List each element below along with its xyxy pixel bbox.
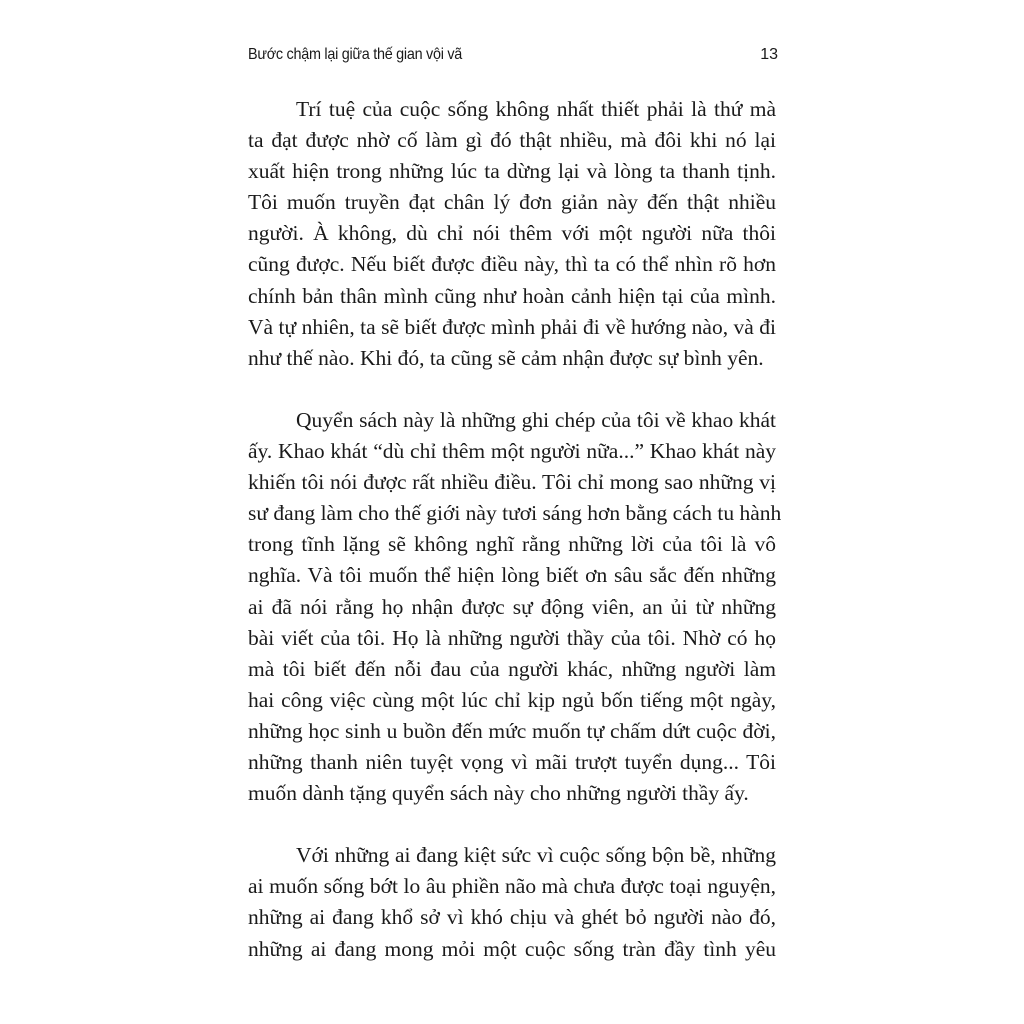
text-line: cũng được. Nếu biết được điều này, thì ta có thể nhìn rõ hơn — [248, 252, 776, 277]
text-line: hai công việc cùng một lúc chỉ kịp ngủ bốn tiếng một ngày, — [248, 687, 776, 712]
text-line: bài viết của tôi. Họ là những người thầy của tôi. Nhờ có họ — [248, 625, 776, 650]
text-line: những ai đang khổ sở vì khó chịu và ghét bỏ người nào đó, — [248, 905, 776, 930]
text-line: xuất hiện trong những lúc ta dừng lại và lòng ta thanh tịnh. — [248, 159, 776, 184]
text-line: những học sinh u buồn đến mức muốn tự chấm dứt cuộc đời, — [248, 718, 776, 743]
paragraph — [248, 94, 776, 374]
paragraph — [248, 405, 782, 809]
text-line: ấy. Khao khát “dù chỉ thêm một người nữa...” Khao khát này — [248, 439, 776, 464]
text-line: Quyển sách này là những ghi chép của tôi về khao khát — [296, 407, 776, 432]
text-line: mà tôi biết đến nỗi đau của người khác, những người làm — [248, 656, 776, 681]
text-line: Với những ai đang kiệt sức vì cuộc sống bộn bề, những — [296, 843, 776, 868]
text-line: ta đạt được nhờ cố làm gì đó thật nhiều, mà đôi khi nó lại — [248, 128, 776, 153]
page-body — [248, 94, 782, 996]
text-line: nghĩa. Và tôi muốn thể hiện lòng biết ơn sâu sắc đến những — [248, 563, 776, 588]
page-number: 13 — [760, 46, 778, 63]
text-line: muốn dành tặng quyển sách này cho những người thầy ấy. — [248, 781, 749, 806]
text-line: những thanh niên tuyệt vọng vì mãi trượt tuyển dụng... Tôi — [248, 749, 776, 774]
text-line: trong tĩnh lặng sẽ không nghĩ rằng những lời của tôi là vô — [248, 532, 776, 557]
text-line: ai muốn sống bớt lo âu phiền não mà chưa được toại nguyện, — [248, 874, 776, 899]
text-line: như thế nào. Khi đó, ta cũng sẽ cảm nhận được sự bình yên. — [248, 345, 764, 370]
running-header — [248, 46, 778, 70]
text-line: Và tự nhiên, ta sẽ biết được mình phải đi về hướng nào, và đi — [248, 314, 776, 339]
text-line: những ai đang mong mỏi một cuộc sống tràn đầy tình yêu — [248, 936, 776, 961]
text-line: ai đã nói rằng họ nhận được sự động viên, an ủi từ những — [248, 594, 776, 619]
paragraph — [248, 840, 776, 964]
text-line: người. À không, dù chỉ nói thêm với một người nữa thôi — [248, 221, 776, 246]
text-line: Tôi muốn truyền đạt chân lý đơn giản này đến thật nhiều — [248, 190, 776, 215]
text-line: chính bản thân mình cũng như hoàn cảnh hiện tại của mình. — [248, 283, 776, 308]
running-title: Bước chậm lại giữa thế gian vội vã — [248, 46, 463, 63]
text-line: khiến tôi nói được rất nhiều điều. Tôi chỉ mong sao những vị — [248, 470, 776, 495]
text-line: sư đang làm cho thế giới này tươi sáng hơn bằng cách tu hành — [248, 501, 782, 526]
text-line: Trí tuệ của cuộc sống không nhất thiết phải là thứ mà — [296, 97, 776, 121]
